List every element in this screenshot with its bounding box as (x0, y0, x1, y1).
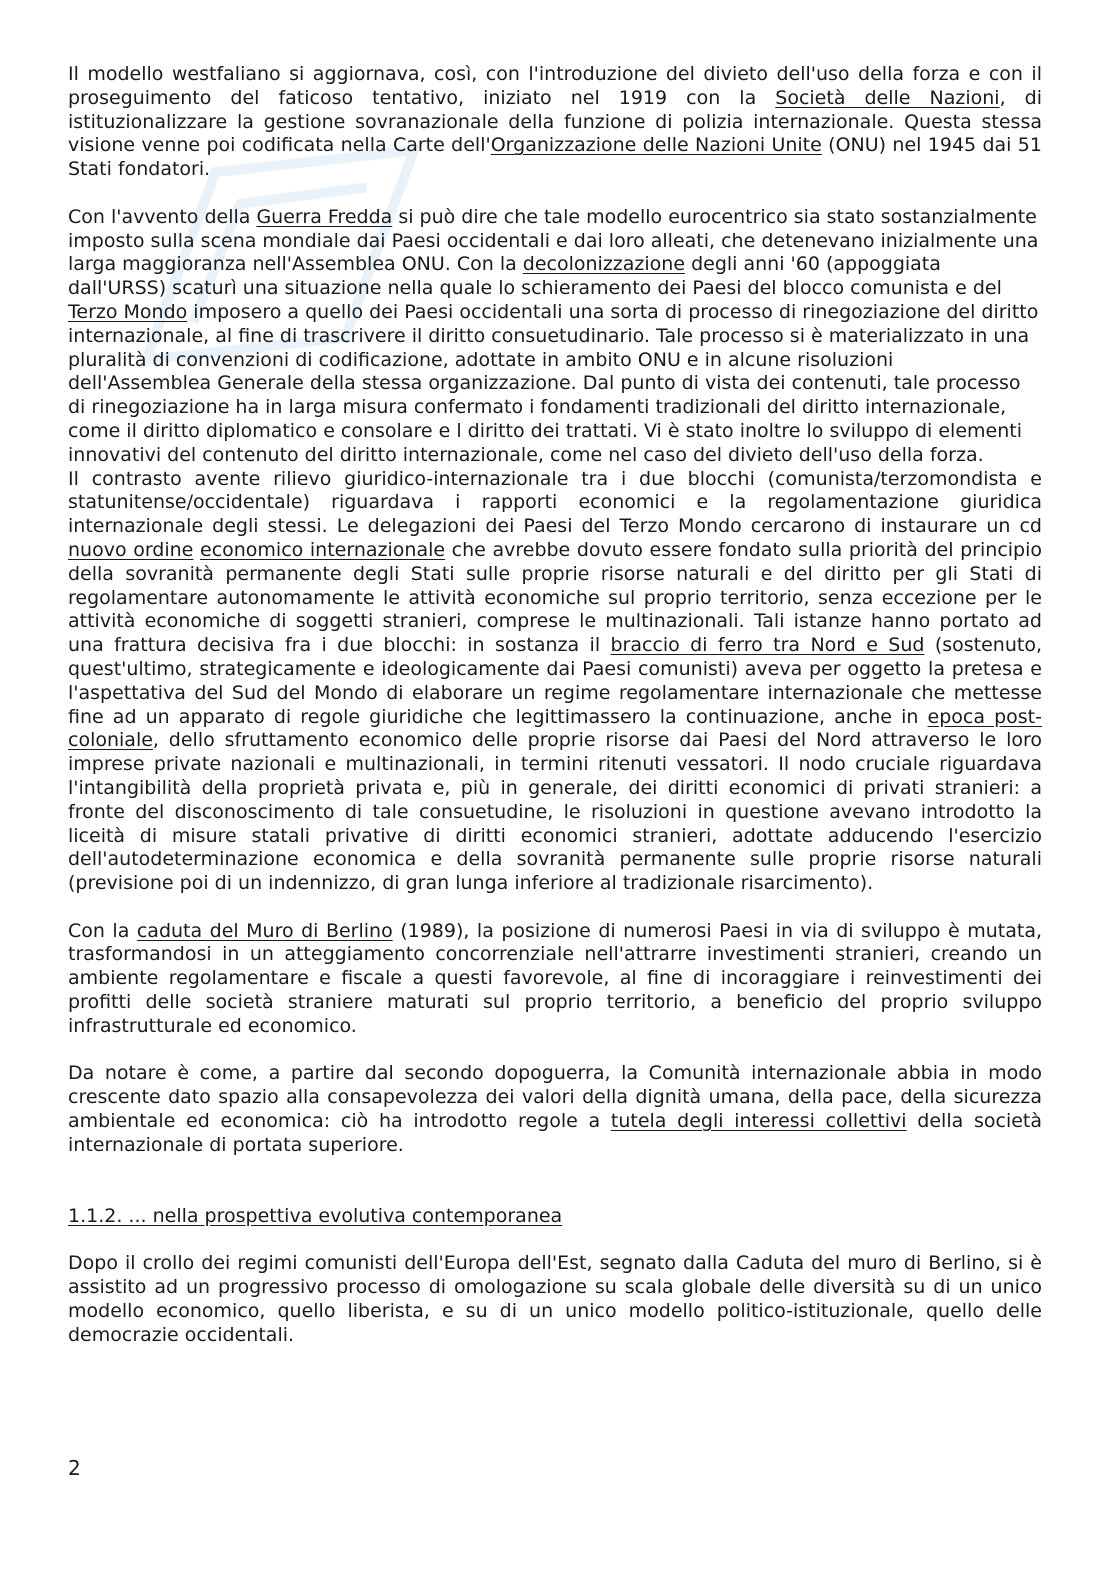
underlined-term: economico internazionale (200, 538, 446, 561)
section-heading: 1.1.2. ... nella prospettiva evolutiva contemporanea (68, 1204, 563, 1227)
text-run: che avrebbe dovuto essere fondato sulla priorità del principio della sovranità permanente degli Stati sulle proprie risorse naturali e del diritto per gli Stati di regolamentare autonomamente le attività economiche sul proprio territorio, senza eccezione per le attività economiche di soggetti stranieri, comprese le multinazionali. Tali istanze hanno portato ad una frattura decisiva fra i due blocchi: in sostanza il (68, 538, 1043, 657)
text-run: si può dire che tale modello eurocentrico sia stato sostanzialmente imposto sulla scena mondiale dai Paesi occidentali e dai loro alleati, che detenevano inizialmente una larga maggioranza nell'Assemblea ONU. Con la (68, 205, 1039, 276)
paragraph-1 (68, 63, 1042, 182)
underlined-term: nuovo ordine (68, 538, 194, 561)
text-run: degli anni '60 (appoggiata dall'URSS) scaturì una situazione nella quale lo schieramento dei Paesi del blocco comunista e del (68, 253, 1002, 300)
text-run: , di istituzionalizzare la gestione sovranazionale della funzione di polizia internazionale. Questa stessa visione venne poi codificata nella Carte dell' (68, 86, 1043, 157)
underlined-term: Terzo Mondo (68, 300, 188, 323)
text-run: Con l'avvento della (68, 205, 257, 228)
text-run: imposero a quello dei Paesi occidentali una sorta di processo di rinegoziazione del diritto internazionale, al fine di trascrivere il diritto consuetudinario. Tale processo si è materializzato in una pluralità di convenzioni di codificazione, adottate in ambito ONU e in alcune risoluzioni dell'Assemblea Generale della stessa organizzazione. Dal punto di vista dei contenuti, tale processo di rinegoziazione ha in larga misura confermato i fondamenti tradizionali del diritto internazionale, come il diritto diplomatico e consolare e l diritto dei trattati. Vi è stato inoltre lo sviluppo di elementi innovativi del contenuto del diritto internazionale, come nel caso del divieto dell'uso della forza. (68, 300, 1039, 466)
paragraph-4 (68, 920, 1042, 1039)
underlined-term: Organizzazione delle Nazioni Unite (490, 134, 822, 157)
text-run: Il contrasto avente rilievo giuridico-internazionale tra i due blocchi (comunista/terzomondista e statunitense/occidentale) riguardava i rapporti economici e la regolamentazione giuridica internazionale degli stessi. Le delegazioni dei Paesi del Terzo Mondo cercarono di instaurare un cd (68, 467, 1042, 538)
underlined-term: tutela degli interessi collettivi (610, 1110, 907, 1133)
document-body (68, 63, 1042, 1371)
paragraph-5 (68, 1062, 1042, 1157)
text-run: , dello sfruttamento economico delle proprie risorse dai Paesi del Nord attraverso le loro imprese private nazionali e multinazionali, in termini ritenuti vessatori. Il nodo cruciale riguardava l'intangibilità della proprietà privata e, più in generale, dei diritti economici di privati stranieri: a fronte del disconoscimento di tale consuetudine, le risoluzioni in questione avevano introdotto la liceità di misure statali privative di diritti economici stranieri, adottate adducendo l'esercizio dell'autodeterminazione economica e della sovranità permanente sulle proprie risorse naturali (previsione poi di un indennizzo, di gran lunga inferiore al tradizionale risarcimento). (68, 729, 1042, 895)
text-run: Il modello westfaliano si aggiornava, così, con l'introduzione del divieto dell'uso della forza e con il proseguimento del faticoso tentativo, iniziato nel 1919 con la (68, 63, 1042, 109)
page-number: 2 (68, 1456, 81, 1480)
text-run: Con la (68, 919, 137, 942)
paragraph-2 (68, 206, 1042, 468)
text-run (193, 539, 200, 561)
underlined-term: Società delle Nazioni (775, 86, 1000, 109)
text-run: (sostenuto, quest'ultimo, strategicamente e ideologicamente dai Paesi comunisti) aveva per oggetto la pretesa e l'aspettativa del Sud del Mondo di elaborare un regime regolamentare internazionale che mettesse fine ad un apparato di regole giuridiche che legittimassero la continuazione, anche in (68, 634, 1042, 728)
paragraph-final: Dopo il crollo dei regimi comunisti dell'Europa dell'Est, segnato dalla Caduta del muro di Berlino, si è assistito ad un progressivo processo di omologazione su scala globale delle diversità su di un unico modello economico, quello liberista, e su di un unico modello politico-istituzionale, quello delle democrazie occidentali. (68, 1252, 1042, 1346)
text-run: (1989), la posizione di numerosi Paesi in via di sviluppo è mutata, trasformandosi in un atteggiamento concorrenziale nell'attrarre investimenti stranieri, creando un ambiente regolamentare e fiscale a questi favorevole, al fine di incoraggiare i reinvestimenti dei profitti delle società straniere maturati sul proprio territorio, a beneficio del proprio sviluppo infrastrutturale ed economico. (68, 919, 1043, 1037)
text-run: (ONU) nel 1945 dai 51 Stati fondatori. (68, 134, 1042, 181)
underlined-term: decolonizzazione (522, 253, 686, 276)
text-run: della società internazionale di portata superiore. (68, 1110, 1043, 1156)
underlined-term: Guerra Fredda (256, 205, 393, 228)
text-run: Da notare è come, a partire dal secondo dopoguerra, la Comunità internazionale abbia in modo crescente dato spazio alla consapevolezza dei valori della dignità umana, della pace, della sicurezza ambientale ed economica: ciò ha introdotto regole a (68, 1062, 1042, 1133)
paragraph-3 (68, 468, 1042, 896)
paragraph-list (68, 63, 1042, 1158)
underlined-term: braccio di ferro tra Nord e Sud (610, 634, 925, 657)
underlined-term: caduta del Muro di Berlino (136, 919, 393, 942)
underlined-term: epoca post-coloniale (68, 705, 1042, 752)
